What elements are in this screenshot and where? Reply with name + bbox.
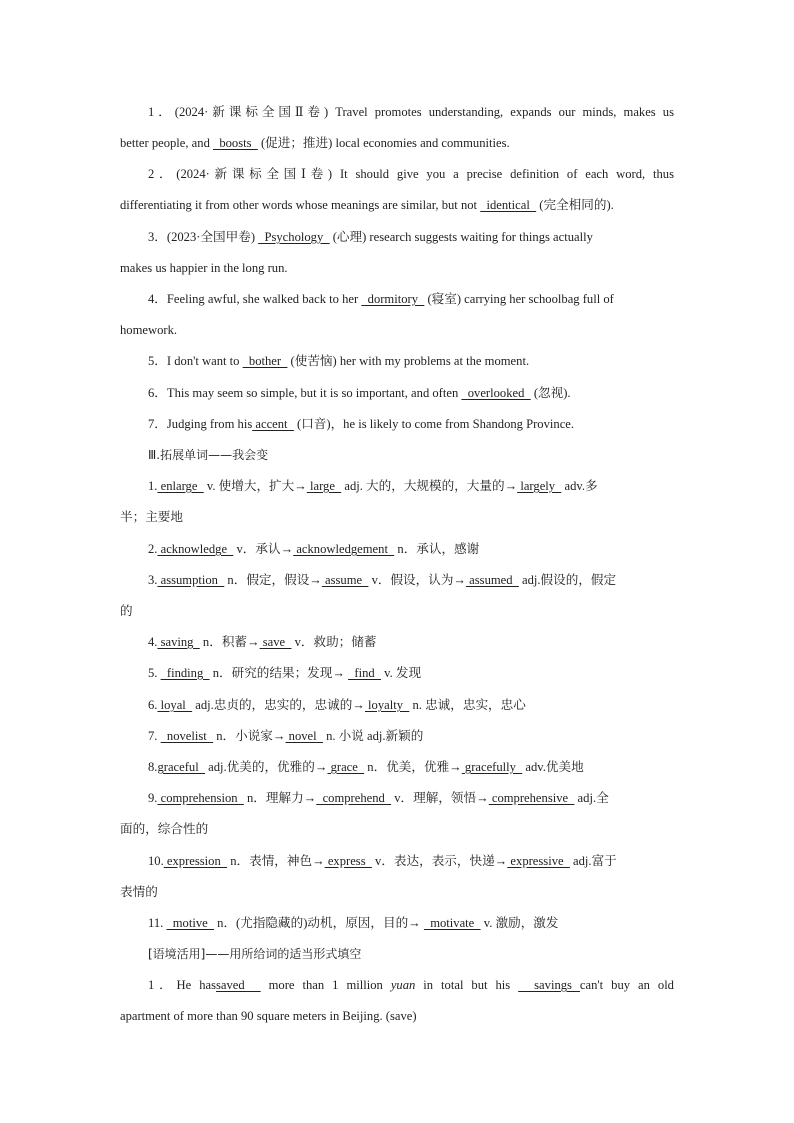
exercise-text: more than 1 million [260,978,391,992]
word-gloss: adj.忠贞的，忠实的，忠诚的→ [192,698,365,712]
answer-blank: comprehend [316,791,392,805]
exercise-text: (忽视). [530,386,571,400]
answer-blank: novel [285,729,323,743]
item-number: 7. [148,729,161,743]
word-gloss: n．优美，优雅→ [364,760,462,774]
exercise-7 [148,416,574,432]
exercise-2-line-1 [120,166,674,182]
exercise-3-line-1 [148,229,593,245]
answer-blank: overlooked [461,386,531,400]
word-gloss: 的 [120,604,133,618]
answer-blank: largely [517,479,562,493]
word-family-7 [148,728,423,744]
word-gloss: adj.富于 [569,854,617,868]
word-family-10-line-1 [148,853,617,869]
word-gloss: v. 使增大，扩大→ [203,479,307,493]
word-family-5 [148,665,421,681]
item-number: 6. [148,698,158,712]
answer-blank: assumed [466,573,519,587]
word-gloss: n. 忠诚，忠实，忠心 [409,698,526,712]
word-gloss: n．假定，假设→ [224,573,322,587]
word-gloss: 表情的 [120,885,158,899]
word-gloss: n．(尤指隐藏的)动机，原因，目的→ [214,916,424,930]
exercise-text: 4．Feeling awful, she walked back to her [148,292,362,306]
answer-blank: loyal [157,698,193,712]
answer-blank: expression [163,854,228,868]
word-gloss: v．假设，认为→ [368,573,467,587]
answer-blank: identical [480,198,537,212]
answer-blank: loyalty [364,698,410,712]
exercise-5 [148,353,529,369]
answer-blank: grace [327,760,365,774]
item-number: 9. [148,791,158,805]
answer-blank: boosts [213,136,258,150]
answer-blank: dormitory [361,292,425,306]
exercise-text: (完全相同的). [536,198,614,212]
answer-blank: savings [518,978,580,992]
word-gloss: adj. 大的，大规模的，大量的→ [341,479,518,493]
answer-blank: graceful [157,760,205,774]
word-family-3-line-2 [120,603,133,619]
exercise-text: apartment of more than 90 square meters in Beijing. (save) [120,1009,417,1023]
answer-blank: motivate [423,916,481,930]
word-family-1-line-1 [148,478,598,494]
exercise-text: can't buy an old [579,978,674,992]
word-gloss: v．理解，领悟→ [391,791,489,805]
word-family-9-line-2 [120,821,208,837]
section-heading-expand-words: Ⅲ.拓展单词——我会变 [148,448,269,462]
context-exercise-1-line-1 [120,977,674,993]
answer-blank: save [259,635,292,649]
word-family-4 [148,634,376,650]
item-number: 8. [148,760,158,774]
answer-blank: comprehension [157,791,244,805]
exercise-4-line-2 [120,322,177,338]
exercise-text: in total but his [415,978,519,992]
item-number: 2. [148,542,158,556]
exercise-text: 3．(2023·全国甲卷) [148,230,259,244]
word-gloss: v. 发现 [381,666,422,680]
exercise-text: 1．(2024·新课标全国Ⅱ卷) Travel promotes understanding, expands our minds, makes us [148,105,674,119]
answer-blank: comprehensive [488,791,575,805]
word-family-1-line-2 [120,509,183,525]
answer-blank: acknowledge [157,542,234,556]
word-gloss: adv.多 [561,479,598,493]
exercise-text: homework. [120,323,178,337]
word-family-3-line-1 [148,572,616,588]
word-gloss: 面的，综合性的 [120,822,209,836]
word-family-2 [148,541,479,557]
word-gloss: v. 激励，激发 [480,916,559,930]
exercise-text: (寝室) carrying her schoolbag full of [424,292,614,306]
word-gloss: n．积蓄→ [199,635,260,649]
answer-blank: acknowledgement [293,542,395,556]
word-gloss: adj.全 [574,791,609,805]
answer-blank: large [306,479,342,493]
word-gloss: adj.假设的，假定 [518,573,617,587]
exercise-text: (使苦恼) her with my problems at the moment. [287,354,530,368]
exercise-text: 6．This may seem so simple, but it is so important, and often [148,386,462,400]
word-gloss: v．表达，表示，快递→ [371,854,508,868]
answer-blank: Psychology [258,230,330,244]
exercise-text: better people, and [120,136,214,150]
answer-blank: find [348,666,381,680]
word-gloss: adj.优美的，优雅的→ [205,760,328,774]
exercise-text: 5．I don't want to [148,354,243,368]
word-family-11 [148,915,558,931]
word-gloss: n．理解力→ [243,791,317,805]
context-exercise-1-line-2 [120,1008,417,1024]
item-number: 11. [148,916,167,930]
answer-blank: finding [160,666,210,680]
answer-blank: saved [216,978,261,992]
section-heading-context-use: [语境活用]——用所给词的适当形式填空 [148,947,362,961]
answer-blank: accent [252,417,294,431]
answer-blank: saving [157,635,200,649]
exercise-text: 2．(2024·新课标全国Ⅰ卷) It should give you a precise definition of each word, thus [148,167,674,181]
italic-term: yuan [390,978,416,992]
item-number: 3. [148,573,158,587]
answer-blank: assumption [157,573,225,587]
exercise-text: 7．Judging from his [148,417,253,431]
item-number: 5. [148,666,161,680]
answer-blank: express [324,854,372,868]
exercise-text: (口音)，he is likely to come from Shandong Province. [293,417,575,431]
word-family-6 [148,697,526,713]
word-family-9-line-1 [148,790,609,806]
word-gloss: 半；主要地 [120,510,183,524]
answer-blank: enlarge [157,479,204,493]
exercise-text: (心理) research suggests waiting for things actually [329,230,593,244]
answer-blank: novelist [160,729,214,743]
exercise-text: 1．He has [148,978,217,992]
item-number: 1. [148,479,158,493]
word-gloss: adv.优美地 [522,760,584,774]
word-gloss: v．救助；储蓄 [291,635,377,649]
word-family-8 [148,759,584,775]
answer-blank: bother [242,354,288,368]
answer-blank: gracefully [461,760,523,774]
exercise-1-line-1 [120,104,674,120]
exercise-6 [148,385,571,401]
word-family-10-line-2 [120,884,158,900]
exercise-text: differentiating it from other words whose meanings are similar, but not [120,198,481,212]
item-number: 10. [148,854,164,868]
answer-blank: assume [321,573,369,587]
exercise-2-line-2 [120,197,614,213]
exercise-4-line-1 [148,291,614,307]
exercise-text: (促进；推进) local economies and communities. [257,136,510,150]
word-gloss: n．承认，感谢 [394,542,480,556]
word-gloss: n．研究的结果；发现→ [209,666,349,680]
answer-blank: expressive [507,854,570,868]
exercise-3-line-2 [120,260,288,276]
exercise-text: makes us happier in the long run. [120,261,288,275]
answer-blank: motive [166,916,215,930]
word-gloss: n．表情，神色→ [227,854,325,868]
word-gloss: n．小说家→ [213,729,286,743]
exercise-1-line-2 [120,135,510,151]
word-gloss: n. 小说 adj.新颖的 [322,729,424,743]
word-gloss: v．承认→ [233,542,294,556]
item-number: 4. [148,635,158,649]
